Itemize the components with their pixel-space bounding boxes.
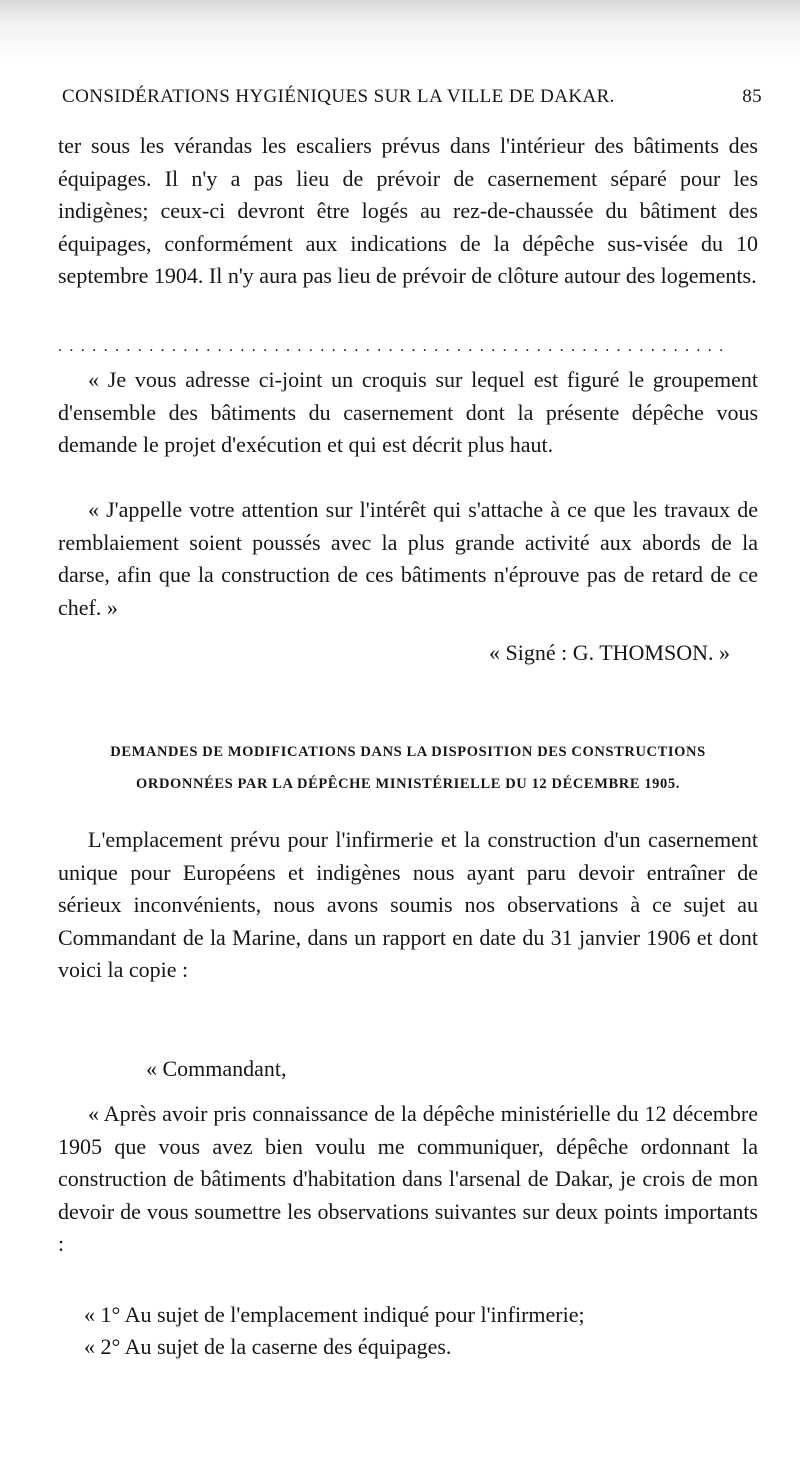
- paragraph-croquis: [58, 364, 758, 462]
- page-top-edge: [0, 0, 800, 60]
- paragraph-emplacement: [58, 824, 758, 987]
- paragraph-text: ter sous les vérandas les escaliers prévus dans l'intérieur des bâtiments des équipages. Il n'y a pas lieu de prévoir de casernement séparé pour les indigènes; ceux-ci devront être logés au rez-de-chaussée du bâtiment des équipages, conformément aux indications de la dépêche sus-visée du 10 septembre 1904. Il n'y aura pas lieu de prévoir de clôture autour des logements.: [58, 133, 758, 289]
- running-title: CONSIDÉRATIONS HYGIÉNIQUES SUR LA VILLE DE DAKAR.: [62, 86, 615, 107]
- running-header: [62, 86, 762, 116]
- signature-line: « Signé : G. THOMSON. »: [488, 640, 730, 665]
- paragraph-text: « J'appelle votre attention sur l'intérêt qui s'attache à ce que les travaux de remblaiement soient poussés avec la plus grande activité aux abords de la darse, afin que la construction de ces bâtiments n'éprouve pas de retard de ce chef. »: [58, 497, 758, 620]
- paragraph-text: L'emplacement prévu pour l'infirmerie et la construction d'un casernement unique pour Européens et indigènes nous ayant paru devoir entraîner de sérieux inconvénients, nous avons soumis nos observations à ce sujet au Commandant de la Marine, dans un rapport en date du 31 janvier 1906 et dont voici la copie :: [58, 827, 758, 983]
- salutation-line: « Commandant,: [146, 1056, 287, 1081]
- paragraph-attention: [58, 494, 758, 624]
- paragraph-text: « Après avoir pris connaissance de la dépêche ministérielle du 12 décembre 1905 que vous avez bien voulu me communiquer, dépêche ordonnant la construction de bâtiments d'habitation dans l'arsenal de Dakar, je crois de mon devoir de vous soumettre les observations suivantes sur deux points importants :: [58, 1101, 758, 1257]
- ellipsis-divider: ...........................................................: [58, 338, 731, 355]
- paragraph-continuation: [58, 130, 758, 293]
- page-number: 85: [742, 86, 762, 107]
- paragraph-text: « Je vous adresse ci-joint un croquis sur lequel est figuré le groupement d'ensemble des bâtiments du casernement dont la présente dépêche vous demande le projet d'exécution et qui est décrit plus haut.: [58, 367, 758, 458]
- paragraph-apres: [58, 1098, 758, 1261]
- list-item-2: « 2° Au sujet de la caserne des équipages.: [84, 1334, 452, 1359]
- section-heading-line-2: ORDONNÉES PAR LA DÉPÊCHE MINISTÉRIELLE DU 12 DÉCEMBRE 1905.: [136, 776, 680, 792]
- section-heading-line-1: DEMANDES DE MODIFICATIONS DANS LA DISPOSITION DES CONSTRUCTIONS: [110, 744, 706, 760]
- list-item-1: « 1° Au sujet de l'emplacement indiqué pour l'infirmerie;: [84, 1302, 585, 1327]
